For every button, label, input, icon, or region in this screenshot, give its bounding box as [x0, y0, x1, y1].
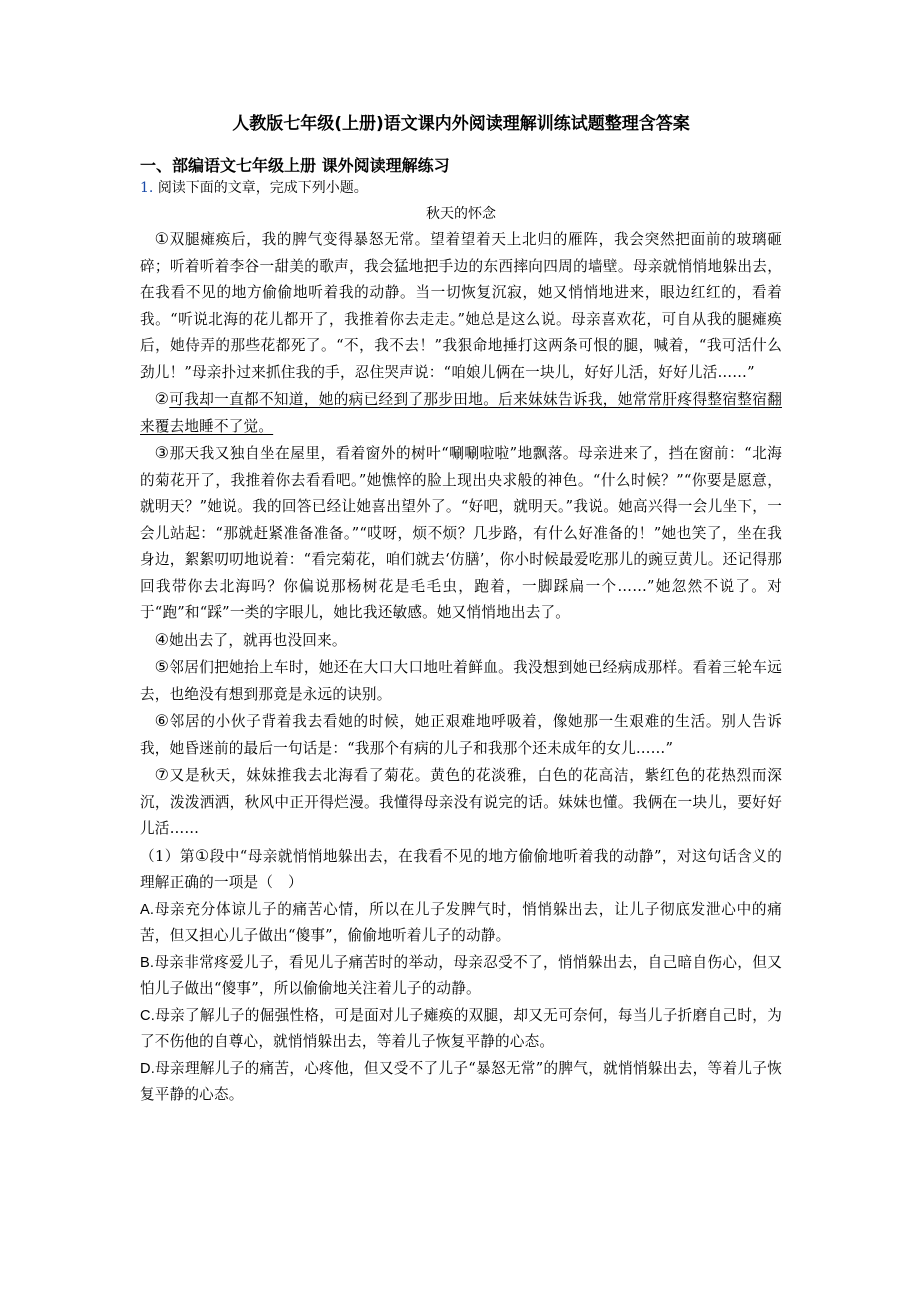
section-heading: 一、部编语文七年级上册 课外阅读理解练习 — [140, 156, 450, 175]
document-title: 人教版七年级(上册)语文课内外阅读理解训练试题整理含答案 — [232, 114, 690, 134]
subquestion-prefix: （1）第 — [140, 847, 195, 865]
option-letter: C. — [140, 1007, 155, 1024]
paragraph-3 — [140, 440, 782, 627]
paragraph-7 — [140, 762, 782, 843]
paragraph-text: 双腿瘫痪后，我的脾气变得暴怒无常。望着望着天上北归的雁阵，我会突然把面前的玻璃砸碎；听着听着李谷一甜美的歌声，我会猛地把手边的东西摔向四周的墙壁。母亲就悄悄地躲出去，在我看不见的地方偷偷地听着我的动静。当一切恢复沉寂，她又悄悄地进来，眼边红红的，看着我。“听说北海的花儿都开了，我推着你去走走。”她总是这么说。母亲喜欢花，可自从我的腿瘫痪后，她侍弄的那些花都死了。“不，我不去！”我狠命地捶打这两条可恨的腿，喊着，“我可活什么劲儿！”母亲扑过来抓住我的手，忍住哭声说：“咱娘儿俩在一块儿，好好儿活，好好儿活……” — [140, 231, 782, 381]
paragraph-text: 邻居们把她抬上车时，她还在大口大口地吐着鲜血。我没想到她已经病成那样。看着三轮车远去，也绝没有想到那竟是永远的诀别。 — [140, 659, 782, 703]
paragraph-number: ⑤ — [154, 657, 170, 676]
paragraph-6 — [140, 708, 782, 762]
option-letter: B. — [140, 954, 155, 971]
subquestion-text: 段中“母亲就悄悄地躲出去，在我看不见的地方偷偷地听着我的动静”，对这句话含义的理解正确的一项是（ ） — [140, 847, 782, 891]
option-text: 母亲了解儿子的倔强性格，可是面对儿子瘫痪的双腿，却又无可奈何，每当儿子折磨自己时，为了不伤他的自尊心，就悄悄躲出去，等着儿子恢复平静的心态。 — [140, 1006, 782, 1050]
question-number: 1. — [140, 180, 154, 196]
subquestion-paragraph-ref: ① — [194, 845, 210, 865]
option-c[interactable] — [140, 1003, 782, 1056]
option-text: 母亲充分体谅儿子的痛苦心情，所以在儿子发脾气时，悄悄躲出去，让儿子彻底发泄心中的痛苦，但又担心儿子做出“傻事”，偷偷地听着儿子的动静。 — [140, 900, 782, 944]
option-letter: A. — [140, 901, 155, 918]
paragraph-1 — [140, 226, 782, 386]
option-letter: D. — [140, 1060, 155, 1077]
question-intro-text: 阅读下面的文章，完成下列小题。 — [157, 180, 368, 196]
paragraph-number: ③ — [154, 443, 170, 462]
paragraph-text: 邻居的小伙子背着我去看她的时候，她正艰难地呼吸着，像她那一生艰难的生活。别人告诉我，她昏迷前的最后一句话是：“我那个有病的儿子和我那个还未成年的女儿……” — [140, 713, 782, 757]
option-d[interactable] — [140, 1056, 782, 1109]
option-text: 母亲非常疼爱儿子，看见儿子痛苦时的举动，母亲忍受不了，悄悄躲出去，自己暗自伤心，但又怕儿子做出“傻事”，所以偷偷地关注着儿子的动静。 — [140, 953, 782, 997]
document-page — [140, 110, 782, 1109]
paragraph-text: 那天我又独自坐在屋里，看着窗外的树叶“唰唰啦啦”地飘落。母亲进来了，挡在窗前：“北海的菊花开了，我推着你去看看吧。”她憔悴的脸上现出央求般的神色。“什么时候？”“你要是愿意，就明天？”她说。我的回答已经让她喜出望外了。“好吧，就明天。”我说。她高兴得一会儿坐下，一会儿站起：“那就赶紧准备准备。”“哎呀，烦不烦？几步路，有什么好准备的！”她也笑了，坐在我身边，絮絮叨叨地说着：“看完菊花，咱们就去‘仿膳’，你小时候最爱吃那儿的豌豆黄儿。还记得那回我带你去北海吗？你偏说那杨树花是毛毛虫，跑着，一脚踩扁一个……”她忽然不说了。对于“跑”和“踩”一类的字眼儿，她比我还敏感。她又悄悄地出去了。 — [140, 445, 782, 621]
option-a[interactable] — [140, 897, 782, 950]
paragraph-number: ① — [154, 229, 170, 248]
paragraph-4 — [140, 627, 782, 655]
paragraph-number: ② — [154, 389, 170, 408]
paragraph-5 — [140, 654, 782, 708]
option-b[interactable] — [140, 950, 782, 1003]
paragraph-number: ⑦ — [154, 765, 170, 784]
underlined-sentence: 可我却一直都不知道，她的病已经到了那步田地。后来妹妹告诉我，她常常肝疼得整宿整宿翻来覆去地睡不了觉。 — [140, 391, 782, 435]
subquestion-1 — [140, 843, 782, 897]
paragraph-number: ④ — [154, 629, 170, 649]
paragraph-2 — [140, 386, 782, 440]
paragraph-text: 她出去了，就再也没回来。 — [169, 631, 347, 649]
article-title: 秋天的怀念 — [426, 206, 496, 222]
paragraph-number: ⑥ — [154, 711, 170, 730]
question-intro — [140, 177, 782, 199]
paragraph-text: 又是秋天，妹妹推我去北海看了菊花。黄色的花淡雅，白色的花高洁，紫红色的花热烈而深沉，泼泼洒洒，秋风中正开得烂漫。我懂得母亲没有说完的话。妹妹也懂。我俩在一块儿，要好好儿活…… — [140, 767, 782, 837]
option-text: 母亲理解儿子的痛苦，心疼他，但又受不了儿子“暴怒无常”的脾气，就悄悄躲出去，等着儿子恢复平静的心态。 — [140, 1059, 782, 1103]
